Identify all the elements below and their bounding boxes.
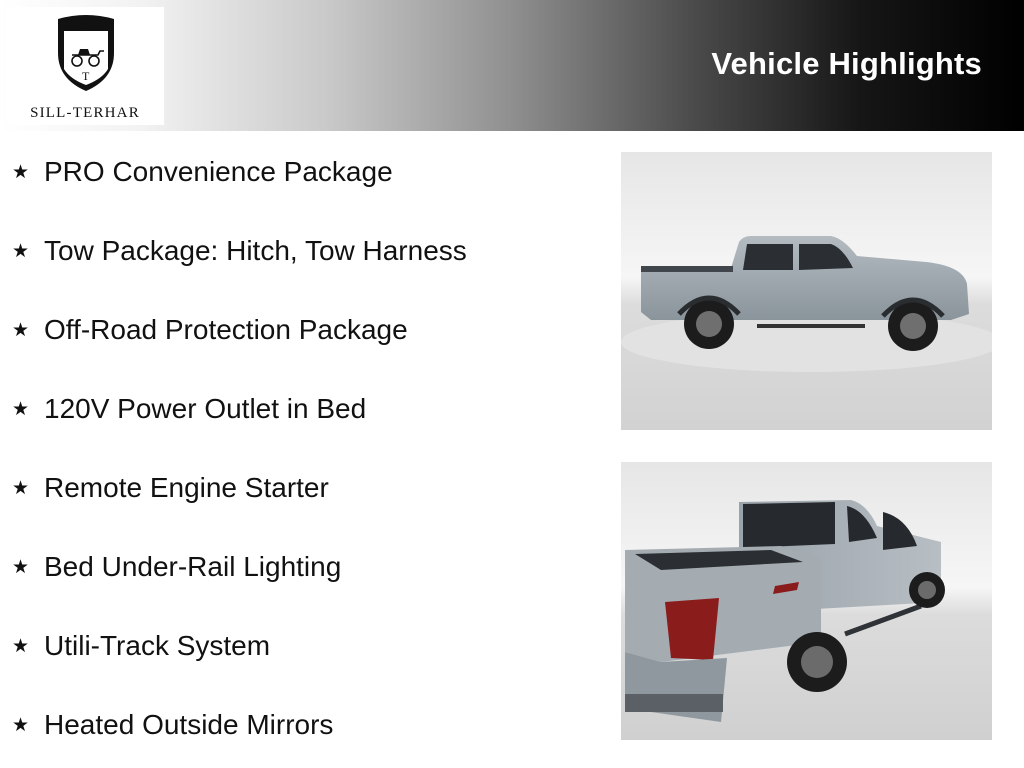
- star-icon: ★: [12, 556, 30, 578]
- list-item: [12, 305, 408, 355]
- truck-side-photo[interactable]: [621, 152, 992, 430]
- star-icon: ★: [12, 161, 30, 183]
- feature-label: Remote Engine Starter: [44, 472, 329, 503]
- list-item: [12, 463, 329, 513]
- list-item: [12, 542, 341, 592]
- feature-label: Bed Under-Rail Lighting: [44, 551, 342, 582]
- header-banner: [0, 0, 1024, 131]
- star-icon: ★: [12, 398, 30, 420]
- feature-label: Tow Package: Hitch, Tow Harness: [44, 235, 467, 266]
- shield-letter-bottom: T: [82, 69, 90, 83]
- feature-label: 120V Power Outlet in Bed: [44, 393, 367, 424]
- list-item: [12, 226, 467, 276]
- feature-label: Utili-Track System: [44, 630, 271, 661]
- shield-letter-top: S: [81, 18, 88, 32]
- truck-rear-photo[interactable]: [621, 462, 992, 740]
- star-icon: ★: [12, 240, 30, 262]
- list-item: [12, 147, 393, 197]
- list-item: [12, 700, 333, 750]
- star-icon: ★: [12, 319, 30, 341]
- feature-label: PRO Convenience Package: [44, 156, 393, 187]
- list-item: [12, 384, 366, 434]
- feature-label: Heated Outside Mirrors: [44, 709, 334, 740]
- logo-wordmark: SILL-TERHAR: [30, 105, 140, 121]
- star-icon: ★: [12, 714, 30, 736]
- list-item: [12, 621, 270, 671]
- page-title: Vehicle Highlights: [711, 46, 982, 81]
- dealer-logo[interactable]: [6, 7, 164, 125]
- feature-label: Off-Road Protection Package: [44, 314, 408, 345]
- star-icon: ★: [12, 477, 30, 499]
- star-icon: ★: [12, 635, 30, 657]
